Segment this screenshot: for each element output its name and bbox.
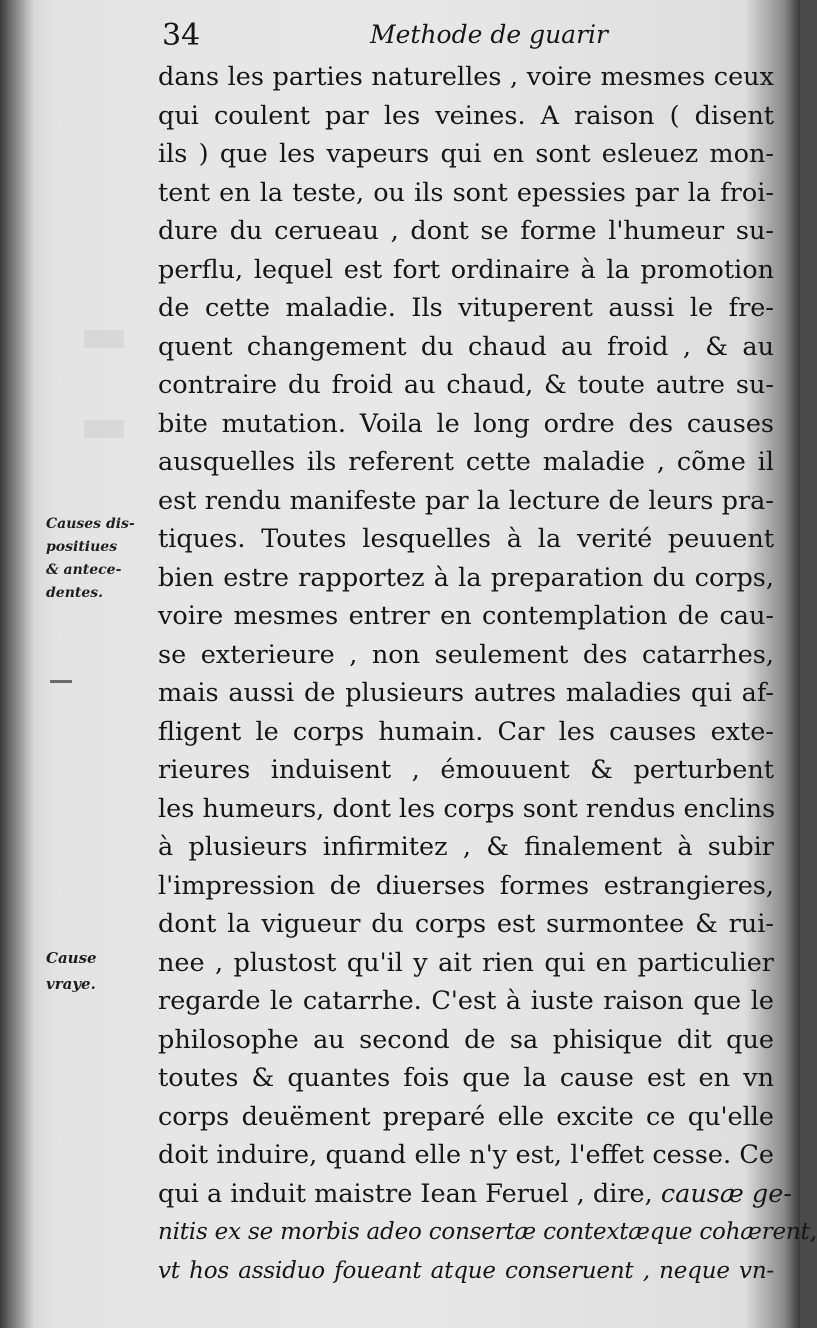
text-line: qui coulent par les veines. A raison ( disent	[158, 100, 774, 131]
text-line: perflu, lequel est fort ordinaire à la promotion	[158, 254, 774, 285]
text-line: philosophe au second de sa phisique dit que	[158, 1024, 774, 1055]
marginal-line: positiues	[46, 539, 118, 555]
marginal-note-cause-vraye	[46, 945, 97, 997]
text-line: bite mutation. Voila le long ordre des causes	[158, 408, 774, 439]
text-line: de cette maladie. Ils vituperent aussi le fre-	[158, 293, 774, 323]
text-line: nee , plustost qu'il y ait rien qui en particulier	[158, 947, 774, 978]
text-line: quent changement du chaud au froid , & au	[158, 331, 774, 362]
text-line: tiques. Toutes lesquelles à la verité peuuent	[158, 524, 774, 554]
italic-text-line: nitis ex se morbis adeo consertæ contextæque cohærent,	[158, 1219, 817, 1245]
text-line: à plusieurs infirmitez , & finalement à subir	[158, 832, 774, 862]
page-header	[160, 18, 780, 58]
text-line: l'impression de diuerses formes estrangieres,	[158, 870, 774, 901]
page-number: 34	[162, 18, 201, 53]
text-line: se exterieure , non seulement des catarrhes,	[158, 639, 774, 670]
text-line: est rendu manifeste par la lecture de leurs pra-	[158, 485, 774, 516]
text-line: les humeurs, dont les corps sont rendus enclins	[158, 793, 776, 824]
italic-text-line: vt hos assiduo foueant atque conseruent , neque vn-	[158, 1257, 774, 1284]
text-line: regarde le catarrhe. C'est à iuste raison que le	[158, 986, 774, 1016]
text-line: doit induire, quand elle n'y est, l'effet cesse. Ce	[158, 1140, 774, 1170]
marginal-note-causes	[46, 513, 135, 605]
text-line: dont la vigueur du corps est surmontee & rui-	[158, 909, 774, 939]
marginal-line: vraye.	[46, 975, 96, 993]
text-line: dure du cerueau , dont se forme l'humeur su-	[158, 216, 774, 246]
body-text	[158, 58, 817, 1290]
italic-quote-start: causæ ge-	[660, 1178, 792, 1209]
text-line: ils ) que les vapeurs qui en sont esleuez mon-	[158, 139, 774, 169]
text-line: dans les parties naturelles , voire mesmes ceux	[158, 62, 774, 92]
text-line: toutes & quantes fois que la cause est en vn	[158, 1063, 774, 1093]
text-line: tent en la teste, ou ils sont epessies par la froi-	[158, 177, 774, 208]
marginal-line: & antece-	[46, 562, 122, 578]
text-span: qui a induit maistre Iean Feruel , dire,	[158, 1178, 653, 1209]
running-title: Methode de guarir	[370, 20, 608, 49]
text-line: corps deuëment preparé elle excite ce qu'elle	[158, 1101, 774, 1132]
text-line: ausquelles ils referent cette maladie , cõme il	[158, 447, 774, 477]
marginal-line: dentes.	[46, 585, 104, 601]
margin-dash	[50, 680, 72, 683]
bleed-through-mark	[84, 420, 124, 438]
text-line: fligent le corps humain. Car les causes exte-	[158, 716, 774, 747]
text-line-with-italic	[158, 1175, 792, 1214]
bleed-through-mark	[84, 330, 124, 348]
text-line: bien estre rapportez à la preparation du corps,	[158, 562, 774, 593]
marginal-line: Cause	[46, 949, 97, 967]
text-line: rieures induisent , émouuent & perturbent	[158, 755, 774, 785]
marginal-line: Causes dis-	[46, 516, 135, 532]
text-line: mais aussi de plusieurs autres maladies qui af-	[158, 678, 774, 708]
text-line: contraire du froid au chaud, & toute autre su-	[158, 370, 774, 400]
text-line: voire mesmes entrer en contemplation de cau-	[158, 601, 774, 631]
